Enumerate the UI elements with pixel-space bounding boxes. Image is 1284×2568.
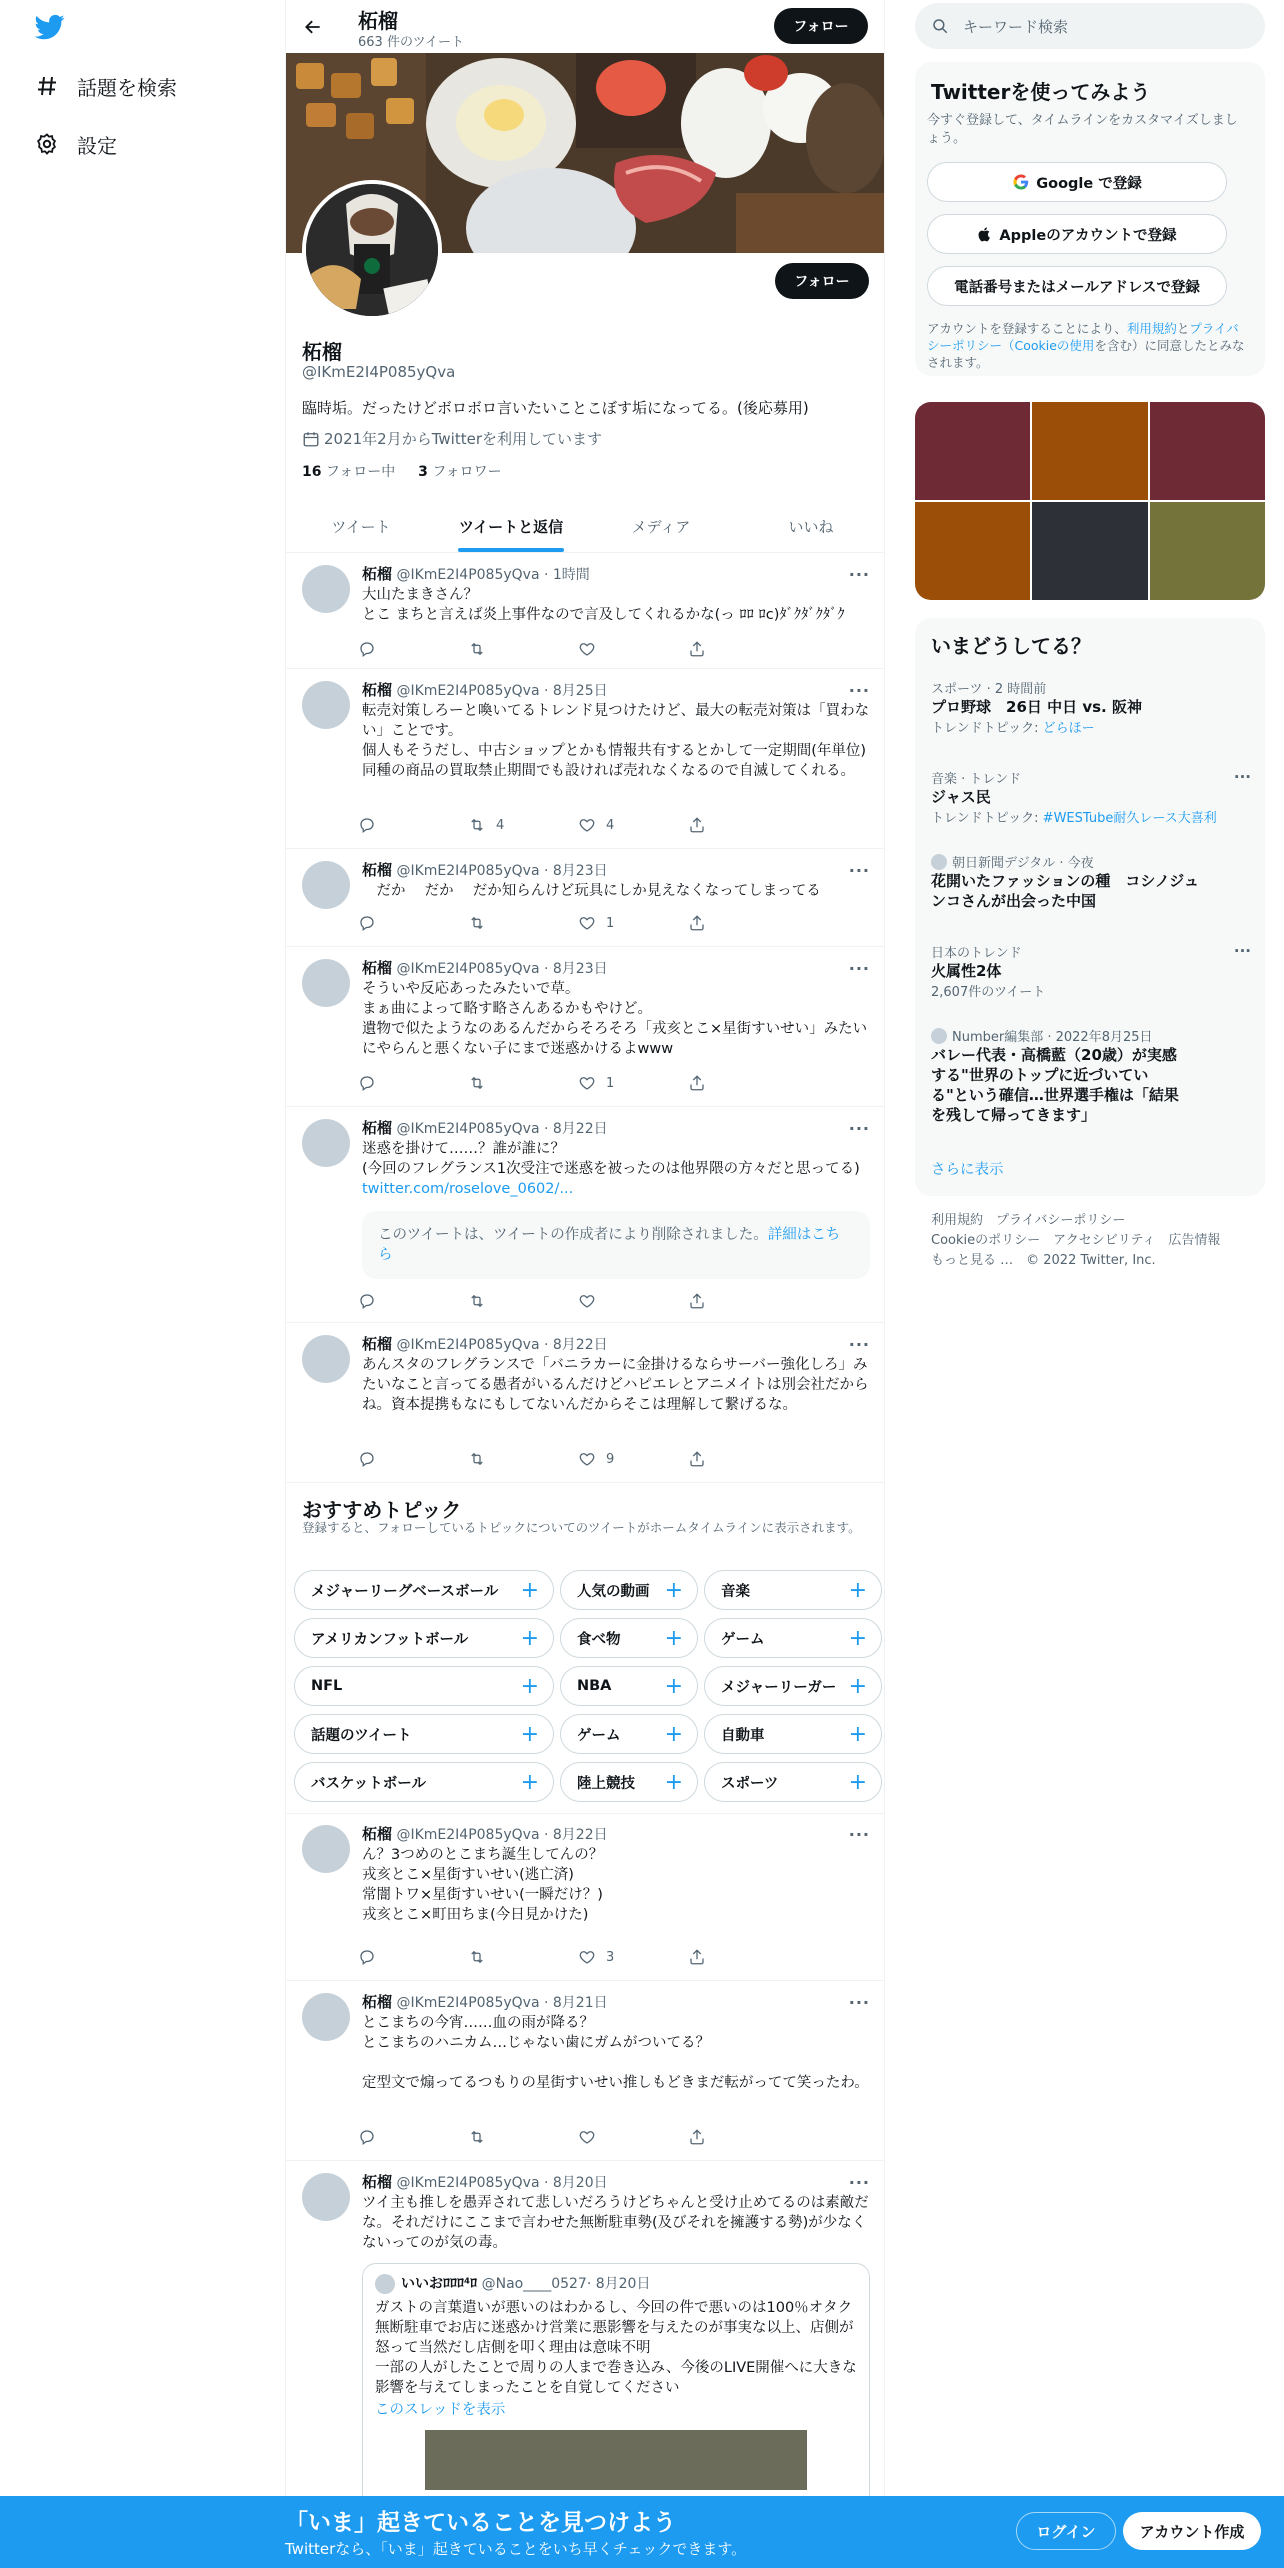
phone-email-signup-button[interactable]: 電話番号またはメールアドレスで登録 xyxy=(927,266,1227,306)
topic-chip[interactable] xyxy=(704,1618,882,1658)
retweet-button[interactable] xyxy=(468,639,578,659)
tweet-author-name[interactable]: 柘榴 xyxy=(362,959,393,977)
tweet-author-name[interactable]: 柘榴 xyxy=(362,681,393,699)
retweet-button[interactable] xyxy=(468,2127,578,2147)
tweet-header xyxy=(362,563,590,584)
plus-icon: + xyxy=(520,1769,539,1795)
apple-icon xyxy=(977,225,993,243)
media-thumbnail[interactable] xyxy=(1150,502,1265,600)
like-icon xyxy=(578,1292,606,1310)
tweet-actions xyxy=(358,1073,798,1093)
tweet-avatar[interactable] xyxy=(302,861,350,909)
signup-button[interactable]: アカウント作成 xyxy=(1123,2512,1261,2550)
main-column xyxy=(285,0,885,2568)
more-icon[interactable]: ··· xyxy=(848,861,870,880)
tweet-author-handle[interactable]: @IKmE2I4P085yQva xyxy=(396,1121,540,1137)
reply-button[interactable] xyxy=(358,815,468,835)
share-button[interactable] xyxy=(688,1291,798,1311)
tweet-header xyxy=(362,679,608,700)
media-thumbnail[interactable] xyxy=(1032,402,1147,500)
tweet-time[interactable]: · 8月20日 xyxy=(539,2175,608,2191)
quote-handle: @Nao____0527 xyxy=(481,2276,587,2292)
topic-chip-label: 陸上競技 xyxy=(577,1775,635,1792)
plus-icon: + xyxy=(848,1721,867,1747)
quote-media-image[interactable] xyxy=(425,2430,807,2490)
plus-icon: + xyxy=(664,1721,683,1747)
topic-chip-label: ゲーム xyxy=(721,1631,765,1648)
tweet-author-name[interactable]: 柘榴 xyxy=(362,2173,393,2191)
tweet-actions xyxy=(358,2127,798,2147)
plus-icon: + xyxy=(664,1673,683,1699)
like-count: 4 xyxy=(606,817,615,833)
tweet-author-name[interactable]: 柘榴 xyxy=(362,1119,393,1137)
tweet-avatar[interactable] xyxy=(302,1825,350,1873)
bottom-bar-subtitle: Twitterなら、「いま」起きていることをいち早くチェックできます。 xyxy=(285,2540,747,2558)
reply-icon xyxy=(358,1948,386,1966)
twitter-bird-icon[interactable] xyxy=(34,12,68,44)
tweet-header xyxy=(362,1333,608,1354)
profile-tabs xyxy=(286,500,885,553)
tweet-avatar[interactable] xyxy=(302,565,350,613)
footer-links-2[interactable]: Cookieのポリシー アクセシビリティ 広告情報 xyxy=(931,1233,1221,1248)
like-icon xyxy=(578,1074,606,1092)
more-icon[interactable]: ··· xyxy=(1233,942,1251,960)
nav-explore-label: 話題を検索 xyxy=(77,75,177,100)
tab-likes[interactable]: いいね xyxy=(788,517,834,536)
profile-follow-stats xyxy=(302,461,502,481)
plus-icon: + xyxy=(520,1721,539,1747)
more-icon[interactable]: ··· xyxy=(848,1825,870,1844)
tweet-author-handle[interactable]: @IKmE2I4P085yQva xyxy=(396,961,540,977)
topic-chip-label: NFL xyxy=(311,1678,343,1694)
topic-chip[interactable] xyxy=(704,1570,882,1610)
more-icon[interactable]: ··· xyxy=(1233,768,1251,786)
like-icon xyxy=(578,640,606,658)
tweet-author-name[interactable]: 柘榴 xyxy=(362,861,393,879)
media-thumbnail[interactable] xyxy=(915,402,1030,500)
tweet-avatar[interactable] xyxy=(302,1119,350,1167)
tweet-author-name[interactable]: 柘榴 xyxy=(362,1825,393,1843)
retweet-button[interactable] xyxy=(468,1947,578,1967)
tab-media[interactable]: メディア xyxy=(631,517,691,536)
tweet-author-handle[interactable]: @IKmE2I4P085yQva xyxy=(396,863,540,879)
tweet-time[interactable]: · 8月23日 xyxy=(539,961,608,977)
retweet-icon xyxy=(468,1292,496,1310)
calendar-icon xyxy=(302,430,320,448)
like-count: 3 xyxy=(606,1949,615,1965)
share-button[interactable] xyxy=(688,1073,798,1093)
share-icon xyxy=(688,816,716,834)
profile-joined xyxy=(302,428,602,449)
header-name: 柘榴 xyxy=(358,9,398,33)
media-thumbnail[interactable] xyxy=(1032,502,1147,600)
tweet-header xyxy=(362,1823,608,1844)
tweet-text: 大山たまきさん？ とこ まちと言えば炎上事件なので言及してくれるかな(っ ﾛﾛ ﾛc)ﾀﾞｸﾀﾞｸﾀﾞｸ xyxy=(362,587,845,623)
tweet-author-name[interactable]: 柘榴 xyxy=(362,565,393,583)
retweet-count: 4 xyxy=(496,817,505,833)
more-icon[interactable]: ··· xyxy=(848,1335,870,1354)
tweet-avatar[interactable] xyxy=(302,681,350,729)
like-button[interactable] xyxy=(578,639,688,659)
followers-link[interactable]: 3 フォロワー xyxy=(418,464,502,480)
topic-chip-label: 話題のツイート xyxy=(311,1727,412,1744)
topic-chip[interactable] xyxy=(294,1666,554,1706)
quote-author-name: いいおﾛﾛﾛ⁴ﾛ xyxy=(401,2276,478,2292)
trends-title: いまどうしてる？ xyxy=(931,634,1091,658)
back-arrow-icon[interactable] xyxy=(300,14,326,40)
media-thumbnail[interactable] xyxy=(1150,402,1265,500)
profile-follow-button[interactable]: フォロー xyxy=(775,263,869,299)
signup-title: Twitterを使ってみよう xyxy=(931,80,1151,104)
retweet-icon xyxy=(468,914,496,932)
nav-explore[interactable] xyxy=(33,66,177,106)
more-icon[interactable]: ··· xyxy=(848,1993,870,2012)
share-button[interactable] xyxy=(688,1449,798,1469)
retweet-button[interactable] xyxy=(468,1449,578,1469)
signup-terms: アカウントを登録することにより、利用規約とプライバシーポリシー（Cookieの使用を含む）に同意したとみなされます。 xyxy=(927,321,1245,370)
like-button[interactable] xyxy=(578,815,688,835)
topic-chip[interactable] xyxy=(560,1714,698,1754)
trend-item[interactable]: 音楽 · トレンド ジャス民 トレンドトピック: #WESTube耐久レース大喜利 ··· xyxy=(931,768,1251,826)
plus-icon: + xyxy=(848,1625,867,1651)
tab-tweets-replies[interactable]: ツイートと返信 xyxy=(436,500,586,552)
reply-button[interactable] xyxy=(358,639,468,659)
tweet-header xyxy=(362,859,608,880)
topic-chip[interactable] xyxy=(294,1714,554,1754)
trend-item[interactable]: 朝日新聞デジタル · 今夜 花開いたファッションの種 コシノジュンコさんが出会った中国 xyxy=(931,852,1251,911)
topic-chip-label: メジャーリーグベースボール xyxy=(311,1583,499,1600)
tweet-avatar[interactable] xyxy=(302,1993,350,2041)
footer-links-1[interactable]: 利用規約 プライバシーポリシー xyxy=(931,1213,1126,1228)
tweet-actions xyxy=(358,1449,798,1469)
plus-icon: + xyxy=(848,1673,867,1699)
retweet-button[interactable] xyxy=(468,1073,578,1093)
plus-icon: + xyxy=(664,1625,683,1651)
plus-icon: + xyxy=(848,1769,867,1795)
tweet-header xyxy=(362,957,608,978)
tweet-author-handle[interactable]: @IKmE2I4P085yQva xyxy=(396,1827,540,1843)
topic-chip[interactable] xyxy=(704,1762,882,1802)
quote-header xyxy=(375,2274,857,2294)
share-icon xyxy=(688,2128,716,2146)
source-avatar xyxy=(931,854,947,870)
profile-avatar[interactable] xyxy=(302,180,442,320)
gear-icon xyxy=(33,130,61,158)
retweet-icon xyxy=(468,640,496,658)
more-icon[interactable]: ··· xyxy=(848,681,870,700)
google-signup-button[interactable]: Google で登録 xyxy=(927,162,1227,202)
quote-avatar xyxy=(375,2274,395,2294)
share-icon xyxy=(688,640,716,658)
google-icon xyxy=(1012,173,1030,191)
more-icon[interactable]: ··· xyxy=(848,959,870,978)
profile-name: 柘榴 xyxy=(302,340,342,364)
reply-button[interactable] xyxy=(358,1449,468,1469)
terms-link[interactable]: 利用規約 xyxy=(1126,321,1177,336)
tweet-text: そういや反応あったみたいで草。 まぁ曲によって略す略さんあるかもやけど。 遺物で似たようなのあるんだからそろそろ「戎亥とこ×星街すいせい」みたいにやらんと悪くない子にまで迷惑かけるよwww xyxy=(362,981,868,1057)
tweet[interactable] xyxy=(286,669,885,849)
tweet[interactable] xyxy=(286,1981,885,2161)
retweet-icon xyxy=(468,1074,496,1092)
tweet-time[interactable]: · 8月22日 xyxy=(539,1121,608,1137)
following-link[interactable]: 16 フォロー中 xyxy=(302,464,396,480)
share-icon xyxy=(688,1292,716,1310)
tweet-text: とこまちの今宵……血の雨が降る？ とこまちのハニカム…じゃない歯にガムがついてる？ 定型文で煽ってるつもりの星街すいせい推しもどきまだ転がってて笑ったわ。 xyxy=(362,2015,869,2091)
like-button[interactable] xyxy=(578,1449,688,1469)
topics-subtitle: 登録すると、フォローしているトピックについてのツイートがホームタイムラインに表示されます。 xyxy=(302,1520,861,1535)
topic-chip-label: NBA xyxy=(577,1678,612,1694)
plus-icon: + xyxy=(664,1769,683,1795)
quote-time: · 8月20日 xyxy=(586,2276,651,2292)
tweet-avatar[interactable] xyxy=(302,2173,350,2221)
search-placeholder: キーワード検索 xyxy=(963,17,1069,36)
tweet-text: あんスタのフレグランスで「バニラカーに金掛けるならサーバー強化しろ」みたいなこと言ってる愚者がいるんだけどハピエレとアニメイトは別会社だからね。資本提携もなにもしてないんだからそこは理解して繋げるな。 xyxy=(362,1357,869,1413)
reply-icon xyxy=(358,1292,386,1310)
bottom-bar-title: 「いま」起きていることを見つけよう xyxy=(285,2510,676,2536)
topic-chip[interactable] xyxy=(560,1666,698,1706)
share-button[interactable] xyxy=(688,1947,798,1967)
plus-icon: + xyxy=(848,1577,867,1603)
reply-button[interactable] xyxy=(358,1947,468,1967)
tweet-header xyxy=(362,2171,608,2192)
like-count: 1 xyxy=(606,1075,615,1091)
tweet-author-handle[interactable]: @IKmE2I4P085yQva xyxy=(396,2175,540,2191)
tweet-actions xyxy=(358,1291,798,1311)
retweet-button[interactable] xyxy=(468,913,578,933)
trend-item[interactable]: Number編集部 · 2022年8月25日 バレー代表・高橋藍（20歳）が実感する"世界のトップに近づいている"という確信…世界選手権は「結果を残して帰ってきます」 xyxy=(931,1026,1251,1125)
share-icon xyxy=(688,1074,716,1092)
topic-chip-label: ゲーム xyxy=(577,1727,621,1744)
like-button[interactable] xyxy=(578,2127,688,2147)
topic-chip-label: 自動車 xyxy=(721,1727,765,1744)
tweet-actions xyxy=(358,913,798,933)
retweet-icon xyxy=(468,1948,496,1966)
plus-icon: + xyxy=(520,1577,539,1603)
reply-icon xyxy=(358,1074,386,1092)
tweet-time[interactable]: · 8月25日 xyxy=(539,683,608,699)
reply-button[interactable] xyxy=(358,2127,468,2147)
topic-chip-label: スポーツ xyxy=(721,1775,779,1792)
tab-tweets[interactable]: ツイート xyxy=(331,517,391,536)
like-button[interactable] xyxy=(578,1073,688,1093)
topic-chip[interactable] xyxy=(704,1714,882,1754)
tweet-avatar[interactable] xyxy=(302,959,350,1007)
nav-settings-label: 設定 xyxy=(77,133,117,158)
source-avatar xyxy=(931,1028,947,1044)
retweet-icon xyxy=(468,816,496,834)
share-button[interactable] xyxy=(688,815,798,835)
topic-chip[interactable] xyxy=(294,1762,554,1802)
hashtag-icon xyxy=(33,72,61,100)
tweet-actions xyxy=(358,1947,798,1967)
like-icon xyxy=(578,2128,606,2146)
reply-icon xyxy=(358,640,386,658)
tweet-author-handle[interactable]: @IKmE2I4P085yQva xyxy=(396,1337,540,1353)
deleted-details-link[interactable]: 詳細はこちら xyxy=(378,1227,841,1263)
tweet-time[interactable]: · 8月22日 xyxy=(539,1337,608,1353)
tweet-time[interactable]: · 8月21日 xyxy=(539,1995,608,2011)
search-icon xyxy=(931,17,949,35)
like-icon xyxy=(578,1450,606,1468)
retweet-button[interactable] xyxy=(468,815,578,835)
tweet[interactable] xyxy=(286,1323,885,1483)
tweet-text: だか だか だか知らんけど玩具にしか見えなくなってしまってる xyxy=(362,883,821,899)
profile-handle: @IKmE2I4P085yQva xyxy=(302,363,456,381)
topic-chip-label: 音楽 xyxy=(721,1583,750,1600)
show-thread-link[interactable]: このスレッドを表示 xyxy=(375,2402,506,2418)
tweet-link[interactable]: twitter.com/roselove_0602/... xyxy=(362,1181,574,1197)
search-box[interactable] xyxy=(915,3,1265,49)
tweet[interactable] xyxy=(286,947,885,1107)
tweet-avatar[interactable] xyxy=(302,1335,350,1383)
reply-button[interactable] xyxy=(358,1291,468,1311)
plus-icon: + xyxy=(520,1625,539,1651)
share-button[interactable] xyxy=(688,2127,798,2147)
share-button[interactable] xyxy=(688,913,798,933)
share-icon xyxy=(688,1450,716,1468)
left-nav xyxy=(0,0,285,2568)
apple-signup-button[interactable]: Appleのアカウントで登録 xyxy=(927,214,1227,254)
tweet-text: ん？3つめのとこまち誕生してんの？ 戎亥とこ×星街すいせい(逃亡済) 常闇トワ×星街すいせい(一瞬だけ？) 戎亥とこ×町田ちま(今日見かけた) xyxy=(362,1847,604,1923)
reply-icon xyxy=(358,914,386,932)
like-button[interactable] xyxy=(578,913,688,933)
tweet-author-handle[interactable]: @IKmE2I4P085yQva xyxy=(396,1995,540,2011)
header-follow-button[interactable]: フォロー xyxy=(774,8,868,44)
more-icon[interactable]: ··· xyxy=(848,1119,870,1138)
like-icon xyxy=(578,816,606,834)
tweet-text: ツイ主も推しを愚弄されて悲しいだろうけどちゃんと受け止めてるのは素敵だな。それだけにここまで言わせた無断駐車勢(及びそれを擁護する勢)が少なくないってのが気の毒。 xyxy=(362,2195,869,2251)
topic-chip[interactable] xyxy=(560,1762,698,1802)
reply-button[interactable] xyxy=(358,1073,468,1093)
plus-icon: + xyxy=(520,1673,539,1699)
profile-bio: 臨時垢。だったけどボロボロ言いたいことこぼす垢になってる。(後応募用) xyxy=(302,399,809,417)
tweet-text: 転売対策しろーと喚いてるトレンド見つけたけど、最大の転売対策は「買わない」ことです。 個人もそうだし、中古ショップとかも情報共有するとかして一定期間(年単位)同種の商品の買取禁止期間でも設ければ売れなくなるので自滅してくれる。 xyxy=(362,703,870,779)
like-icon xyxy=(578,1948,606,1966)
share-icon xyxy=(688,1948,716,1966)
topic-chip[interactable] xyxy=(560,1618,698,1658)
retweet-button[interactable] xyxy=(468,1291,578,1311)
tweet[interactable] xyxy=(286,849,885,947)
tweet-time[interactable]: · 1時間 xyxy=(539,567,590,583)
trend-item[interactable]: スポーツ · 2 時間前 プロ野球 26日 中日 vs. 阪神 トレンドトピック: どらほー xyxy=(931,682,1142,736)
retweet-icon xyxy=(468,2128,496,2146)
signup-card xyxy=(915,62,1265,376)
topic-chip-label: バスケットボール xyxy=(311,1775,426,1792)
tweet-text: 迷惑を掛けて……？誰が誰に？ (今回のフレグランス1次受注で迷惑を被ったのは他界隈の方々だと思ってる) twitter.com/roselove_0602/... xyxy=(362,1141,860,1197)
profile-header-bar xyxy=(286,0,885,53)
tweet-header xyxy=(362,1117,608,1138)
tweet-author-name[interactable]: 柘榴 xyxy=(362,1993,393,2011)
share-button[interactable] xyxy=(688,639,798,659)
media-grid xyxy=(915,402,1265,600)
right-sidebar xyxy=(915,0,1265,2568)
retweet-icon xyxy=(468,1450,496,1468)
privacy-link[interactable]: プライバシーポリシー（Cookieの使用 xyxy=(927,321,1239,353)
quote-text: ガストの言葉遣いが悪いのはわかるし、今回の件で悪いのは100％オタク 無断駐車でお店に迷惑かけ営業に悪影響を与えたのが事実な以上、店側が怒って当然だし店側を叩く理由は意味不明 一部の人がしたことで周りの人まで巻き込み、今後のLIVE開催へに大きな影響を与えてしまったことを自覚してください xyxy=(375,2300,857,2396)
show-more-link[interactable]: さらに表示 xyxy=(931,1162,1004,1178)
header-tweet-count: 663 件のツイート xyxy=(358,35,465,50)
topics-title: おすすめトピック xyxy=(302,1498,462,1522)
topic-chip-label: 食べ物 xyxy=(577,1631,621,1648)
tweet-time[interactable]: · 8月23日 xyxy=(539,863,608,879)
media-thumbnail[interactable] xyxy=(915,502,1030,600)
reply-icon xyxy=(358,1450,386,1468)
more-icon[interactable]: ··· xyxy=(848,565,870,584)
nav-settings[interactable] xyxy=(33,124,117,164)
topic-chip-label: アメリカンフットボール xyxy=(311,1631,469,1648)
tweet-time[interactable]: · 8月22日 xyxy=(539,1827,608,1843)
tweet-author-handle[interactable]: @IKmE2I4P085yQva xyxy=(396,683,540,699)
tweet[interactable] xyxy=(286,1813,885,1981)
tweet-header xyxy=(362,1991,608,2012)
like-count: 9 xyxy=(606,1451,615,1467)
bottom-signup-bar xyxy=(0,2496,1284,2568)
topic-chip-label: メジャーリーガー xyxy=(721,1679,837,1696)
login-button[interactable]: ログイン xyxy=(1016,2512,1116,2550)
signup-subtitle: 今すぐ登録して、タイムラインをカスタマイズしましょう。 xyxy=(927,113,1238,146)
tweet-author-handle[interactable]: @IKmE2I4P085yQva xyxy=(396,567,540,583)
like-icon xyxy=(578,914,606,932)
tweet-author-name[interactable]: 柘榴 xyxy=(362,1335,393,1353)
footer-links-3[interactable]: もっと見る … © 2022 Twitter, Inc. xyxy=(931,1253,1156,1268)
like-button[interactable] xyxy=(578,1947,688,1967)
trends-card xyxy=(915,618,1265,1196)
profile-joined-text: 2021年2月からTwitterを利用しています xyxy=(324,430,602,448)
tweet-actions xyxy=(358,815,798,835)
topic-chip[interactable] xyxy=(294,1618,554,1658)
more-icon[interactable]: ··· xyxy=(848,2173,870,2192)
tweet-actions xyxy=(358,639,798,659)
share-icon xyxy=(688,914,716,932)
plus-icon: + xyxy=(664,1577,683,1603)
deleted-tweet-notice: このツイートは、ツイートの作成者により削除されました。詳細はこちら xyxy=(362,1211,870,1279)
reply-button[interactable] xyxy=(358,913,468,933)
trend-item[interactable]: 日本のトレンド 火属性2体 2,607件のツイート ··· xyxy=(931,942,1251,1000)
like-button[interactable] xyxy=(578,1291,688,1311)
topic-chip[interactable] xyxy=(294,1570,554,1610)
like-count: 1 xyxy=(606,915,615,931)
reply-icon xyxy=(358,2128,386,2146)
topic-chip[interactable] xyxy=(704,1666,882,1706)
topic-chip[interactable] xyxy=(560,1570,698,1610)
tweet[interactable] xyxy=(286,1107,885,1323)
topic-chip-label: 人気の動画 xyxy=(577,1583,650,1600)
tweet[interactable] xyxy=(286,553,885,669)
reply-icon xyxy=(358,816,386,834)
